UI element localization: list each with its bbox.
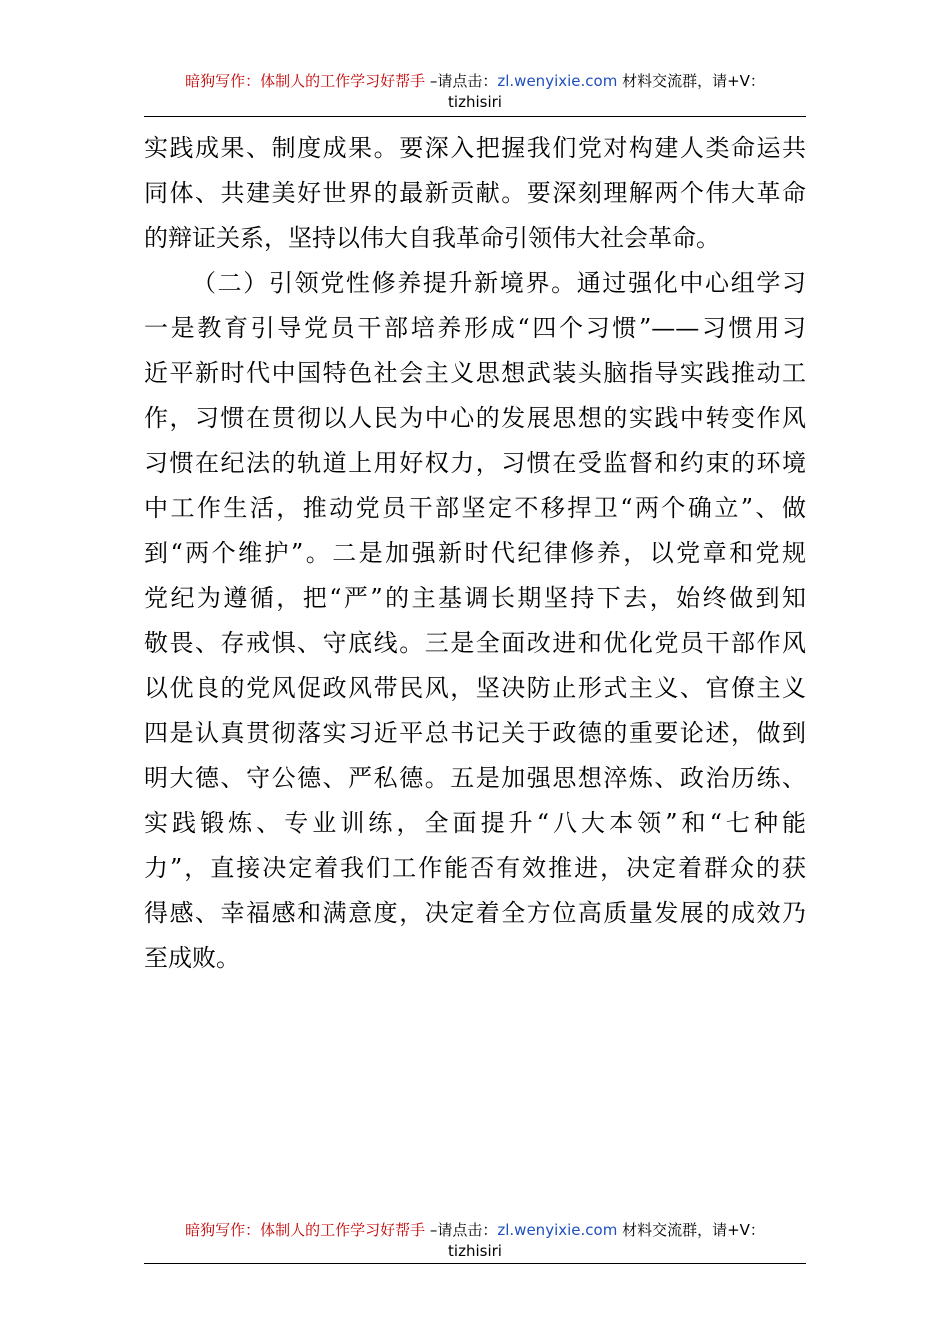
body-line: 明大德、守公德、严私德。五是加强思想淬炼、政治历练、 [144,764,806,792]
body-line: 近平新时代中国特色社会主义思想武装头脑指导实践推动工 [144,359,806,387]
footer-brand: 暗狗写作：体制人的工作学习好帮手 [185,1221,426,1239]
header-brand: 暗狗写作：体制人的工作学习好帮手 [185,72,426,90]
body-line: 四是认真贯彻落实习近平总书记关于政德的重要论述，做到 [144,719,806,747]
footer-link[interactable]: zl.wenyixie.com [497,1221,618,1239]
body-line: 习惯在纪法的轨道上用好权力，习惯在受监督和约束的环境 [144,449,806,477]
body-line: 作，习惯在贯彻以人民为中心的发展思想的实践中转变作风 [144,404,806,432]
paragraph-heading-line: （二）引领党性修养提升新境界。通过强化中心组学习 [192,269,806,297]
page-header [144,71,806,113]
body-line: 敬畏、存戒惧、守底线。三是全面改进和优化党员干部作风 [144,629,806,657]
page-footer [144,1220,806,1262]
body-line: 得感、幸福感和满意度，决定着全方位高质量发展的成效乃 [144,899,806,927]
document-body [144,126,806,981]
body-line: 到“两个维护”。二是加强新时代纪律修养，以党章和党规 [144,539,806,567]
header-divider [144,116,806,117]
body-line: 党纪为遵循，把“严”的主基调长期坚持下去，始终做到知 [144,584,806,612]
body-line: 力”，直接决定着我们工作能否有效推进，决定着群众的获 [144,854,806,882]
body-line: 一是教育引导党员干部培养形成“四个习惯”——习惯用习 [144,314,806,342]
body-line: 至成败。 [144,944,240,972]
footer-divider [144,1263,806,1264]
body-line: 中工作生活，推动党员干部坚定不移捍卫“两个确立”、做 [144,494,806,522]
footer-wechat-id: tizhisiri [448,1242,502,1260]
footer-suffix: 材料交流群，请+V： [617,1221,765,1239]
header-suffix: 材料交流群，请+V： [617,72,765,90]
footer-prompt: –请点击： [425,1221,498,1239]
header-wechat-id: tizhisiri [448,93,502,111]
body-line: 同体、共建美好世界的最新贡献。要深刻理解两个伟大革命 [144,179,806,207]
header-prompt: –请点击： [425,72,498,90]
body-line: 以优良的党风促政风带民风，坚决防止形式主义、官僚主义 [144,674,806,702]
header-link[interactable]: zl.wenyixie.com [497,72,618,90]
body-line: 的辩证关系，坚持以伟大自我革命引领伟大社会革命。 [144,224,720,252]
body-line: 实践锻炼、专业训练，全面提升“八大本领”和“七种能 [144,809,806,837]
body-line: 实践成果、制度成果。要深入把握我们党对构建人类命运共 [144,134,806,162]
